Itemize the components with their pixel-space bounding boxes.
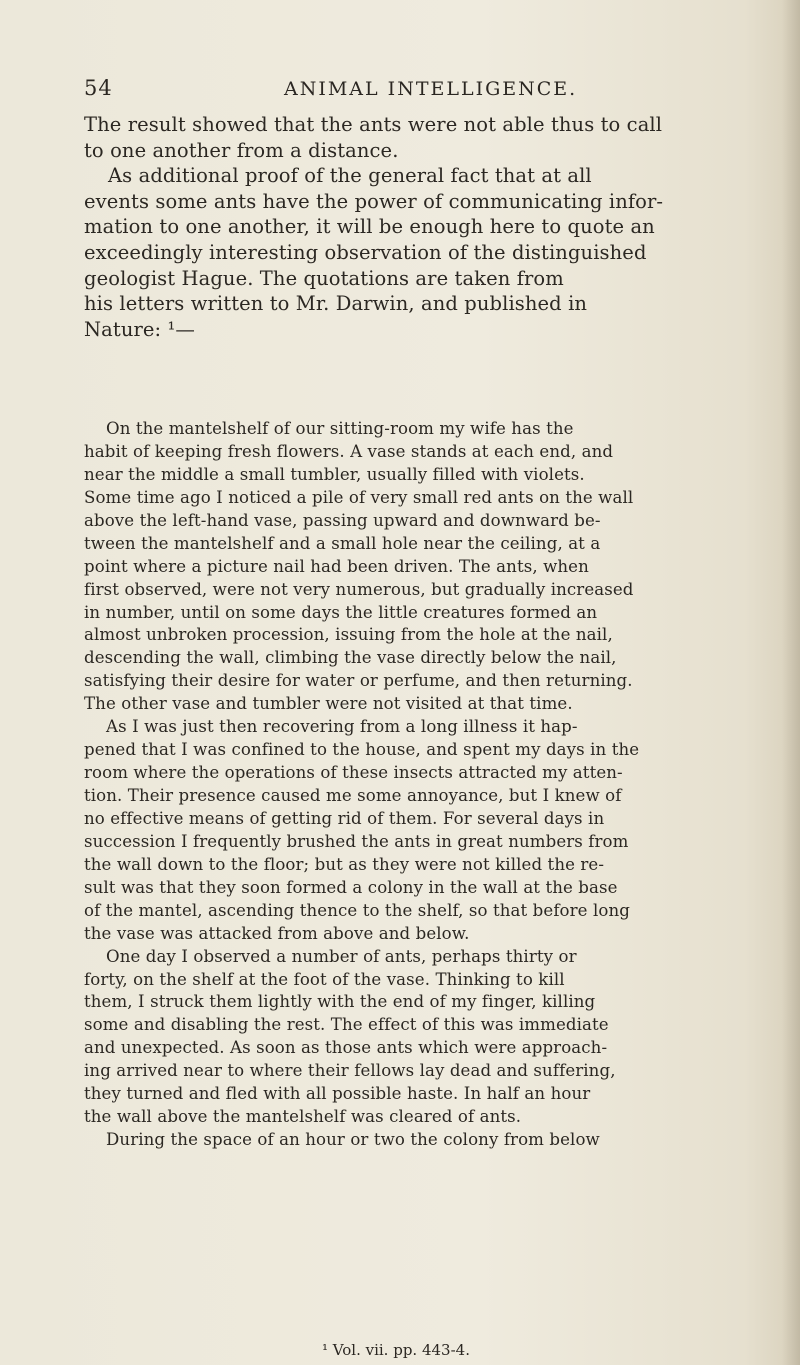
text-line: geologist Hague. The quotations are taken from [84,266,564,290]
text-line: As additional proof of the general fact that at all [108,164,592,188]
text-line: tween the mantelshelf and a small hole near the ceiling, at a [84,533,601,553]
page-header [84,76,720,106]
text-line: to one another from a distance. [84,138,399,162]
running-head: ANIMAL INTELLIGENCE. [284,78,578,100]
text-line: The other vase and tumbler were not visited at that time. [84,694,573,714]
text-line: his letters written to Mr. Darwin, and published in [84,292,588,316]
text-line: As I was just then recovering from a long illness it hap- [106,717,578,737]
text-line: ing arrived near to where their fellows lay dead and suffering, [84,1061,616,1081]
paragraph [84,163,796,342]
quoted-letter [84,418,796,1152]
text-line: exceedingly interesting observation of the distinguished [84,240,647,264]
text-line: descending the wall, climbing the vase directly below the nail, [84,648,617,668]
body-text [84,112,796,342]
text-line: some and disabling the rest. The effect of this was immediate [84,1015,609,1035]
paragraph [84,716,796,945]
text-line: of the mantel, ascending thence to the shelf, so that before long [84,900,630,920]
text-line: no effective means of getting rid of them. For several days in [84,808,605,828]
text-line: room where the operations of these insects attracted my atten- [84,763,623,783]
paragraph [84,1129,796,1152]
text-line: forty, on the shelf at the foot of the vase. Thinking to kill [84,969,565,989]
text-line: pened that I was confined to the house, and spent my days in the [84,740,640,760]
text-line: satisfying their desire for water or perfume, and then returning. [84,671,633,691]
paragraph [84,418,796,716]
text-line: in number, until on some days the little creatures formed an [84,602,598,622]
text-line: One day I observed a number of ants, perhaps thirty or [106,946,577,966]
footnote-text: ¹ Vol. vii. pp. 443-4. [322,1341,470,1359]
text-line: the wall down to the floor; but as they were not killed the re- [84,854,605,874]
text-line: The result showed that the ants were not able thus to call [84,113,663,136]
text-line: they turned and fled with all possible haste. In half an hour [84,1084,591,1104]
text-line: the wall above the mantelshelf was cleared of ants. [84,1107,522,1127]
text-line: them, I struck them lightly with the end of my finger, killing [84,992,596,1012]
text-line: almost unbroken procession, issuing from the hole at the nail, [84,625,613,645]
text-line: events some ants have the power of communicating infor- [84,189,664,213]
text-line: During the space of an hour or two the colony from below [106,1130,600,1150]
text-line: tion. Their presence caused me some annoyance, but I knew of [84,786,622,805]
text-line: above the left-hand vase, passing upward and downward be- [84,510,601,530]
footnote [0,1341,800,1359]
text-line: habit of keeping fresh flowers. A vase stands at each end, and [84,441,614,461]
text-line: succession I frequently brushed the ants in great numbers from [84,831,629,851]
text-line: the vase was attacked from above and below. [84,923,470,943]
text-line: On the mantelshelf of our sitting-room my wife has the [106,419,574,438]
text-line: Some time ago I noticed a pile of very small red ants on the wall [84,487,634,507]
paragraph [84,112,796,163]
text-line: mation to one another, it will be enough here to quote an [84,215,655,239]
paragraph [84,946,796,1130]
text-line: Nature: ¹— [84,317,196,341]
text-line: point where a picture nail had been driven. The ants, when [84,556,589,576]
text-line: and unexpected. As soon as those ants which were approach- [84,1038,608,1058]
text-line: sult was that they soon formed a colony in the wall at the base [84,877,618,897]
text-line: first observed, were not very numerous, but gradually increased [84,579,634,599]
page-number: 54 [84,76,113,100]
text-line: near the middle a small tumbler, usually filled with violets. [84,464,585,484]
